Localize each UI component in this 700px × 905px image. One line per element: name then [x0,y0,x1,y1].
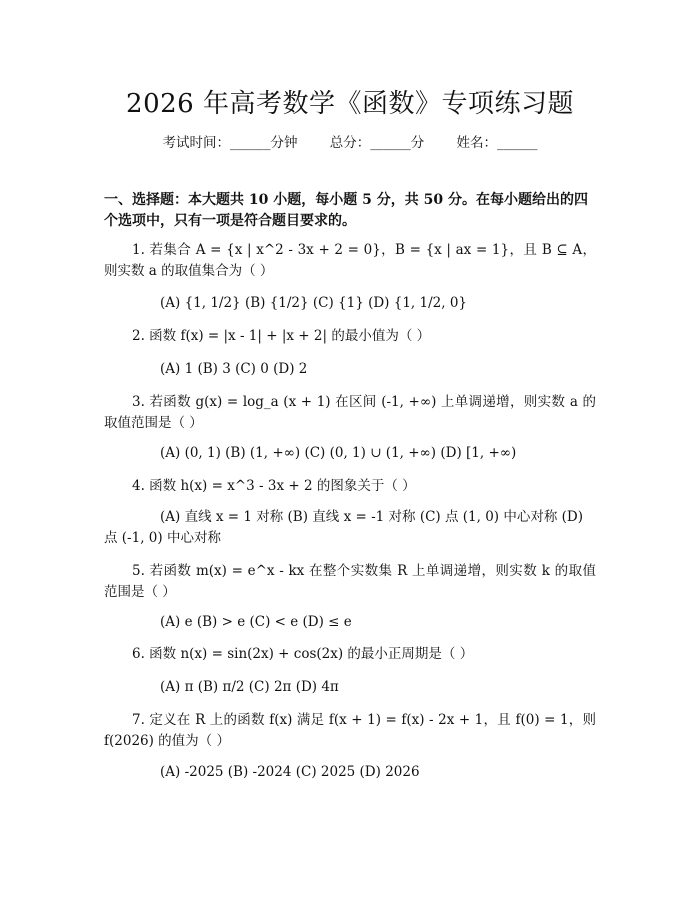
question-1: 1. 若集合 A = {x | x^2 - 3x + 2 = 0}，B = {x | ax = 1}，且 B ⊆ A，则实数 a 的取值集合为（ ） [104,242,596,279]
exam-score: 总分：______分 [329,135,425,151]
question-4: 4. 函数 h(x) = x^3 - 3x + 2 的图象关于（ ） [132,478,416,494]
question-3: 3. 若函数 g(x) = log_a (x + 1) 在区间 (-1, +∞) 上单调递增，则实数 a 的取值范围是（ ） [104,394,596,431]
question-7-options: (A) -2025 (B) -2024 (C) 2025 (D) 2026 [160,764,420,780]
question-2-options: (A) 1 (B) 3 (C) 0 (D) 2 [160,361,308,377]
question-1-options: (A) {1, 1/2} (B) {1/2} (C) {1} (D) {1, 1/2, 0} [160,295,467,311]
exam-time: 考试时间：______分钟 [162,135,298,151]
question-5-options: (A) e (B) > e (C) < e (D) ≤ e [160,614,352,630]
question-3-options: (A) (0, 1) (B) (1, +∞) (C) (0, 1) ∪ (1, +∞) (D) [1, +∞) [160,445,517,461]
question-4-options: (A) 直线 x = 1 对称 (B) 直线 x = -1 对称 (C) 点 (1, 0) 中心对称 (D) 点 (-1, 0) 中心对称 [104,509,584,546]
exam-meta [0,131,700,151]
student-name: 姓名：______ [456,135,538,151]
page-title: 2026 年高考数学《函数》专项练习题 [126,89,574,119]
question-6: 6. 函数 n(x) = sin(2x) + cos(2x) 的最小正周期是（ ） [132,646,474,662]
question-5: 5. 若函数 m(x) = e^x - kx 在整个实数集 R 上单调递增，则实数 k 的取值范围是（ ） [104,563,596,600]
question-2: 2. 函数 f(x) = |x - 1| + |x + 2| 的最小值为（ ） [132,328,431,344]
question-6-options: (A) π (B) π/2 (C) 2π (D) 4π [160,679,339,695]
section-heading: 一、选择题：本大题共 10 小题，每小题 5 分，共 50 分。在每小题给出的四个选项中，只有一项是符合题目要求的。 [104,192,588,229]
question-7: 7. 定义在 R 上的函数 f(x) 满足 f(x + 1) = f(x) - 2x + 1，且 f(0) = 1，则 f(2026) 的值为（ ） [104,712,596,749]
